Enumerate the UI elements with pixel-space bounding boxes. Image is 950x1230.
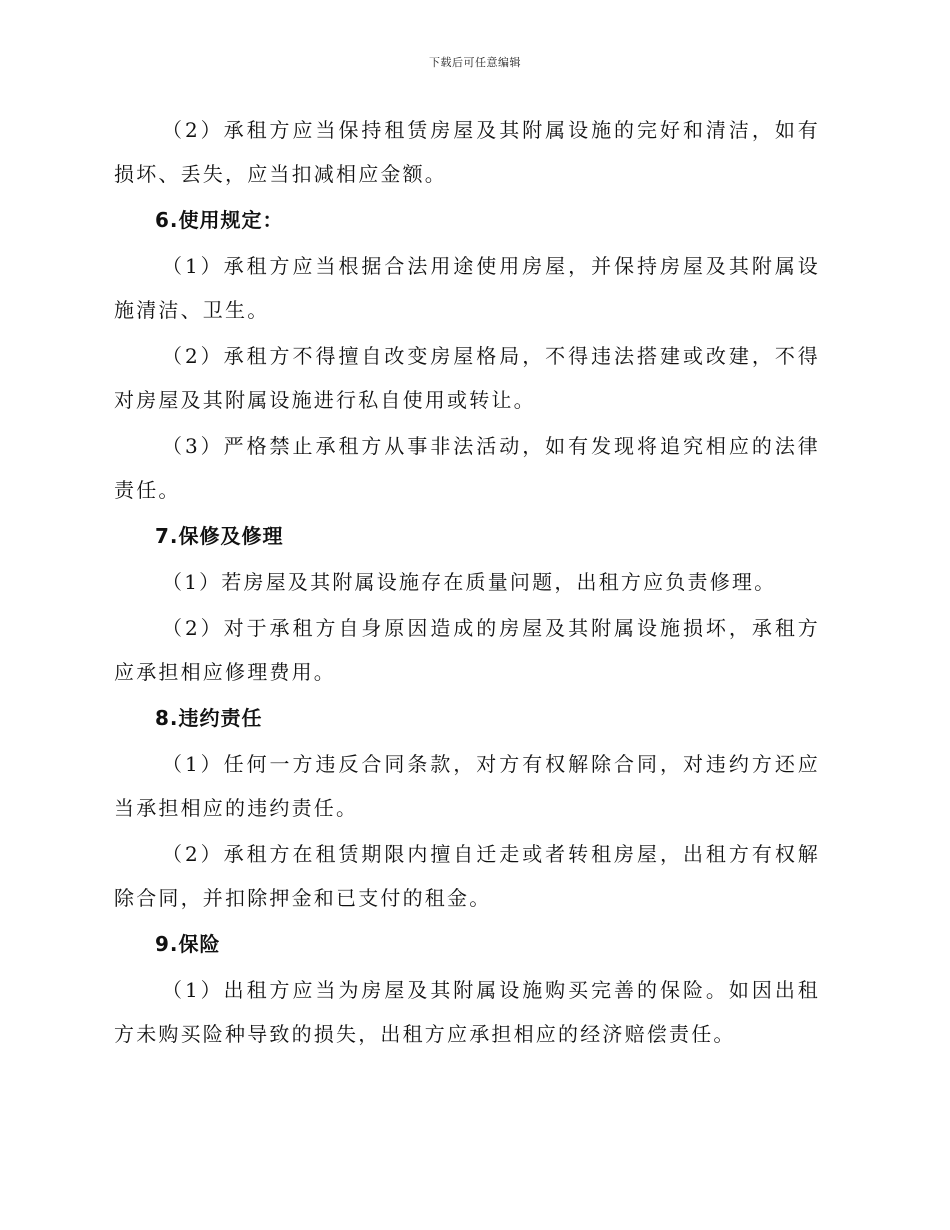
clause-7-2: （2）对于承租方自身原因造成的房屋及其附属设施损坏，承租方应承担相应修理费用。 [114,616,820,684]
clause-6-2: （2）承租方不得擅自改变房屋格局，不得违法搭建或改建，不得对房屋及其附属设施进行私自使用或转让。 [114,344,820,412]
section-heading-9: 9.保险 [155,932,221,956]
clause-7-1: （1）若房屋及其附属设施存在质量问题，出租方应负责修理。 [162,570,777,594]
clause-6-1: （1）承租方应当根据合法用途使用房屋，并保持房屋及其附属设施清洁、卫生。 [114,254,820,322]
clause-9-1: （1）出租方应当为房屋及其附属设施购买完善的保险。如因出租方未购买险种导致的损失，出租方应承担相应的经济赔偿责任。 [114,978,820,1046]
section-heading-8: 8.违约责任 [155,706,263,730]
clause-8-1: （1）任何一方违反合同条款，对方有权解除合同，对违约方还应当承担相应的违约责任。 [114,752,820,820]
clause-5-2: （2）承租方应当保持租赁房屋及其附属设施的完好和清洁，如有损坏、丢失，应当扣减相应金额。 [114,118,820,186]
clause-6-3: （3）严格禁止承租方从事非法活动，如有发现将追究相应的法律责任。 [114,434,820,502]
page-header: 下载后可任意编辑 [429,56,521,69]
document-body [114,108,820,1058]
section-heading-7: 7.保修及修理 [155,524,284,548]
section-heading-6: 6.使用规定： [155,208,284,232]
clause-8-2: （2）承租方在租赁期限内擅自迁走或者转租房屋，出租方有权解除合同，并扣除押金和已支付的租金。 [114,842,820,910]
